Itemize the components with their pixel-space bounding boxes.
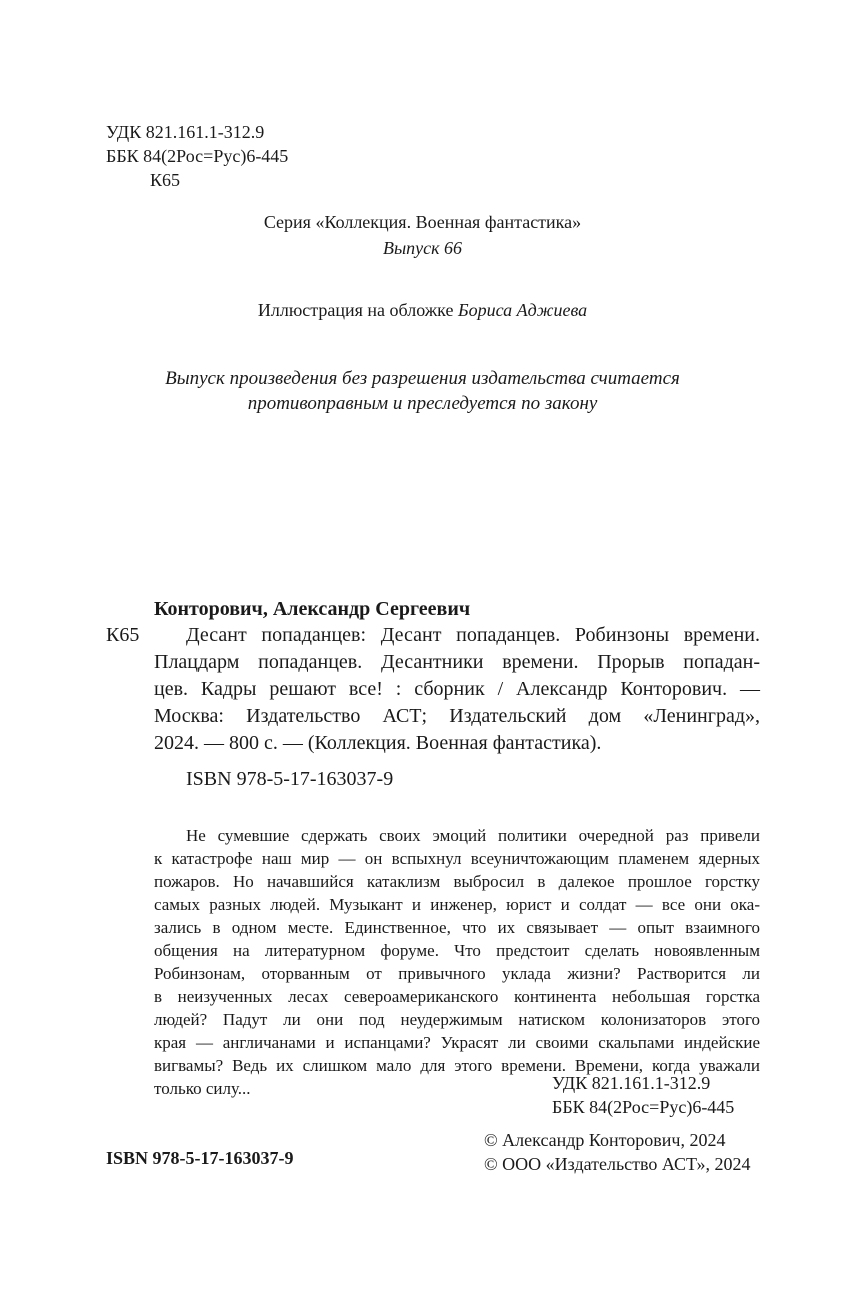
bibliography-author: Конторович, Александр Сергеевич	[154, 598, 471, 620]
footer-isbn: ISBN 978-5-17-163037-9	[106, 1148, 294, 1168]
annotation-line-2: к катастрофе наш мир — он вспыхнул всеуничтожающим пламенем ядерных	[154, 849, 760, 868]
legal-notice-line-2: противоправным и преследуется по закону	[247, 393, 598, 414]
copyright-author: © Александр Конторович, 2024	[484, 1130, 726, 1150]
annotation-line-5: зались в одном месте. Единственное, что их связывает — опыт взаимного	[154, 918, 760, 937]
illustration-prefix: Иллюстрация на обложке	[257, 300, 458, 320]
bibliography-mark: К65	[106, 624, 140, 646]
annotation-line-7: Робинзонам, оторванным от привычного уклада жизни? Растворится ли	[154, 964, 760, 983]
author-mark: К65	[150, 170, 181, 190]
udk-code: УДК 821.161.1-312.9	[106, 122, 265, 142]
bibliography-line-1: Десант попаданцев: Десант попаданцев. Робинзоны времени.	[186, 624, 760, 646]
annotation-line-8: в неизученных лесах североамериканского континента небольшая горстка	[154, 987, 760, 1006]
bibliography-line-5: 2024. — 800 с. — (Коллекция. Военная фантастика).	[154, 732, 602, 754]
illustration-artist: Бориса Аджиева	[457, 300, 588, 320]
annotation-line-10: края — англичанами и испанцами? Украсят ли своими скальпами индейские	[154, 1033, 760, 1052]
bibliography-line-2: Плацдарм попаданцев. Десантники времени. Прорыв попадан-	[154, 651, 760, 673]
annotation-line-6: общения на литературном форуме. Что предстоит сделать новоявленным	[154, 941, 760, 960]
footer-bbk: ББК 84(2Рос=Рус)6-445	[552, 1097, 735, 1117]
legal-notice-line-1: Выпуск произведения без разрешения издательства считается	[165, 368, 680, 389]
bbk-code: ББК 84(2Рос=Рус)6-445	[106, 146, 289, 166]
illustration-credit	[0, 298, 845, 322]
bibliography-isbn: ISBN 978-5-17-163037-9	[186, 768, 394, 790]
annotation-line-11: вигвамы? Ведь их слишком мало для этого времени. Времени, когда уважали	[154, 1056, 760, 1075]
copyright-publisher: © ООО «Издательство АСТ», 2024	[484, 1154, 751, 1174]
annotation-line-9: людей? Падут ли они под неудержимым натиском колонизаторов этого	[154, 1010, 760, 1029]
annotation-line-3: пожаров. Но начавшийся катаклизм выбросил в далекое прошлое горстку	[154, 872, 760, 891]
bibliography-line-4: Москва: Издательство АСТ; Издательский дом «Ленинград»,	[154, 705, 760, 727]
footer-udk: УДК 821.161.1-312.9	[552, 1073, 711, 1093]
series-name: «Коллекция. Военная фантастика»	[315, 212, 582, 232]
bibliography-line-3: цев. Кадры решают все! : сборник / Александр Конторович. —	[154, 678, 760, 700]
series-line	[0, 210, 845, 234]
annotation-line-12: только силу...	[154, 1079, 251, 1098]
annotation-line-1: Не сумевшие сдержать своих эмоций политики очередной раз привели	[186, 826, 760, 845]
series-prefix: Серия	[263, 212, 316, 232]
annotation-line-4: самых разных людей. Музыкант и инженер, юрист и солдат — все они ока-	[154, 895, 760, 914]
series-issue: Выпуск 66	[382, 238, 463, 258]
